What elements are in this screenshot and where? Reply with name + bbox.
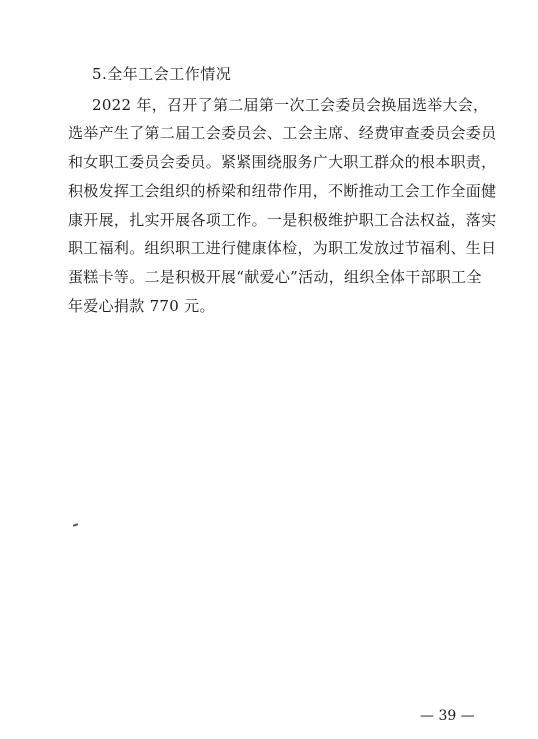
paragraph-line-7: 蛋糕卡等。二是积极开展“献爱心”活动，组织全体干部职工全 <box>68 268 482 286</box>
section-heading: 5.全年工会工作情况 <box>92 65 232 83</box>
scan-speck <box>73 523 78 527</box>
page-number: — 39 — <box>420 708 475 724</box>
paragraph-line-4: 积极发挥工会组织的桥梁和纽带作用，不断推动工会工作全面健 <box>68 182 497 200</box>
paragraph-line-1: 2022 年，召开了第二届第一次工会委员会换届选举大会， <box>92 96 489 114</box>
paragraph-line-3: 和女职工委员会委员。紧紧围绕服务广大职工群众的根本职责， <box>68 153 497 171</box>
paragraph-line-8: 年爱心捐款 770 元。 <box>68 297 215 315</box>
paragraph-line-5: 康开展，扎实开展各项工作。一是积极维护职工合法权益，落实 <box>68 211 497 229</box>
paragraph-line-2: 选举产生了第二届工会委员会、工会主席、经费审查委员会委员 <box>68 124 497 142</box>
paragraph-line-6: 职工福利。组织职工进行健康体检，为职工发放过节福利、生日 <box>68 239 497 257</box>
